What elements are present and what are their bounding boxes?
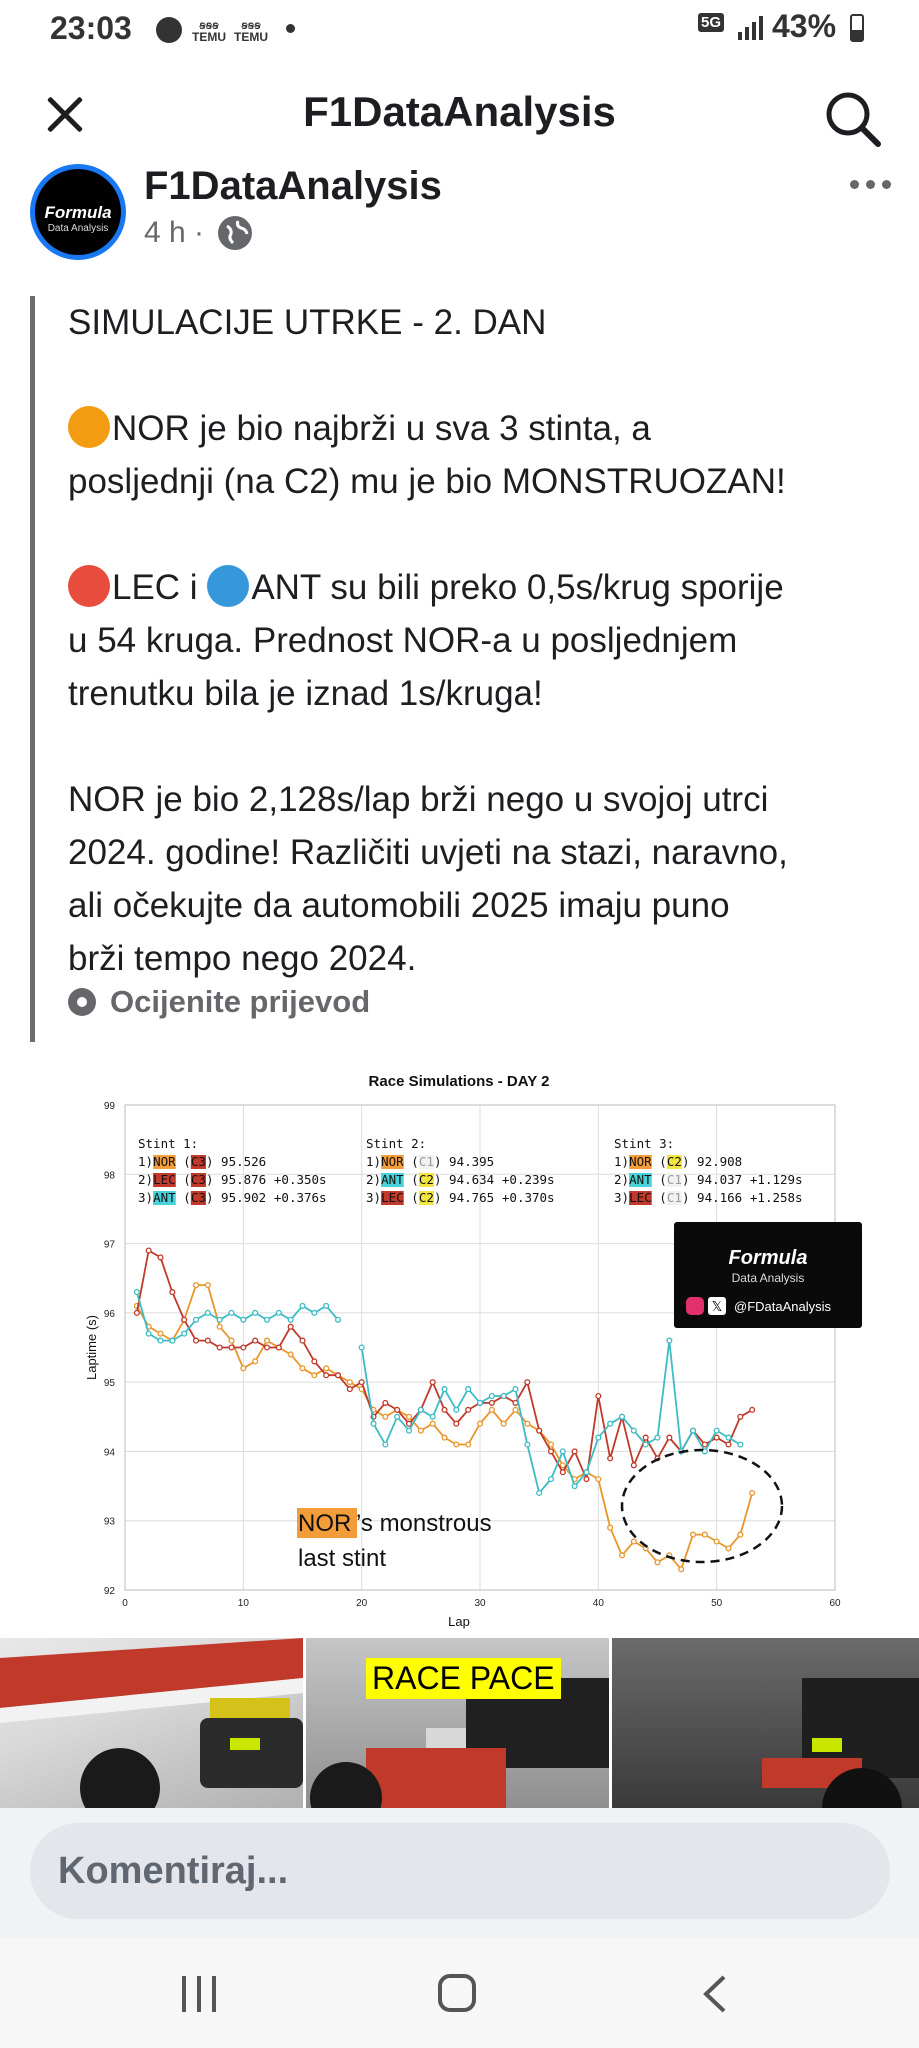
x-tick-label: 60: [829, 1598, 841, 1609]
post-author[interactable]: F1DataAnalysis: [144, 164, 442, 208]
post-paragraph: brži tempo nego 2024.: [68, 939, 417, 978]
image-carousel[interactable]: [0, 1638, 919, 1808]
data-point-ant: [620, 1414, 625, 1419]
stint-driver: NOR: [629, 1154, 652, 1169]
post-paragraph: u 54 kruga. Prednost NOR-a u posljednjem: [68, 621, 738, 660]
data-point-lec: [194, 1338, 199, 1343]
y-tick-label: 95: [103, 1378, 115, 1390]
stint-driver: ANT: [381, 1172, 404, 1187]
data-point-nor: [324, 1366, 329, 1371]
data-point-ant: [134, 1290, 139, 1295]
data-point-lec: [738, 1414, 743, 1419]
stint-driver: ANT: [153, 1190, 176, 1205]
data-point-nor: [430, 1421, 435, 1426]
data-point-ant: [407, 1428, 412, 1433]
post-paragraph: LEC i ANT su bili preko 0,5s/krug sporije: [68, 561, 784, 614]
stint-paren: (: [183, 1154, 191, 1169]
brand-handle: @FDataAnalysis: [734, 1299, 832, 1314]
annotation-driver: NOR: [298, 1510, 352, 1537]
red-circle-icon: [68, 565, 110, 607]
stint-driver: NOR: [381, 1154, 404, 1169]
stint-paren: ): [681, 1190, 690, 1205]
data-point-nor: [407, 1414, 412, 1419]
data-point-ant: [596, 1435, 601, 1440]
thumbnail-image[interactable]: [612, 1638, 919, 1808]
stint-position: 2): [614, 1172, 630, 1187]
data-point-ant: [229, 1310, 234, 1315]
data-point-nor: [466, 1442, 471, 1447]
data-point-nor: [750, 1491, 755, 1496]
stint-time: 92.908: [697, 1154, 743, 1169]
data-point-ant: [537, 1491, 542, 1496]
data-point-ant: [324, 1304, 329, 1309]
data-point-nor: [560, 1463, 565, 1468]
temu-notification-icon: ꞨꞨꞨ TEMU: [234, 21, 268, 44]
data-point-lec: [596, 1394, 601, 1399]
post-paragraph: SIMULACIJE UTRKE - 2. DAN: [68, 303, 547, 342]
blue-circle-icon: [207, 565, 249, 607]
data-point-nor: [549, 1442, 554, 1447]
brand-logo-text: Formula: [728, 1247, 808, 1269]
data-point-nor: [501, 1421, 506, 1426]
data-point-ant: [241, 1317, 246, 1322]
stint-position: 1): [614, 1154, 630, 1169]
comment-input[interactable]: Komentiraj...: [30, 1823, 890, 1919]
data-point-ant: [276, 1310, 281, 1315]
data-point-ant: [253, 1310, 258, 1315]
data-point-ant: [158, 1338, 163, 1343]
stint-paren: ): [205, 1190, 214, 1205]
stint-driver: ANT: [629, 1172, 652, 1187]
data-point-ant: [288, 1317, 293, 1322]
data-point-nor: [726, 1546, 731, 1551]
x-tick-label: 40: [592, 1598, 604, 1609]
data-point-ant: [655, 1435, 660, 1440]
x-tick-label: 30: [474, 1598, 486, 1609]
data-point-ant: [549, 1477, 554, 1482]
data-point-lec: [182, 1317, 187, 1322]
data-point-lec: [276, 1345, 281, 1350]
globe-icon: [218, 216, 252, 250]
stint-paren: ): [433, 1154, 442, 1169]
data-point-lec: [667, 1435, 672, 1440]
stint-compound: C2: [418, 1172, 434, 1187]
stint-driver: LEC: [381, 1190, 404, 1205]
back-icon[interactable]: [700, 1974, 730, 2014]
network-5g-icon: 5G: [698, 13, 724, 32]
y-tick-label: 98: [103, 1170, 115, 1182]
stint-paren: (: [659, 1154, 667, 1169]
data-point-lec: [726, 1442, 731, 1447]
data-point-nor: [454, 1442, 459, 1447]
data-point-nor: [205, 1283, 210, 1288]
post-paragraph: NOR je bio najbrži u sva 3 stinta, a: [68, 402, 651, 455]
data-point-nor: [194, 1283, 199, 1288]
more-notifications-dot: [286, 24, 295, 33]
post-timestamp: 4 h ·: [144, 216, 205, 249]
data-point-nor: [253, 1359, 258, 1364]
data-point-ant: [383, 1442, 388, 1447]
y-tick-label: 94: [103, 1447, 115, 1459]
data-point-nor: [691, 1532, 696, 1537]
data-point-lec: [454, 1421, 459, 1426]
orange-circle-icon: [68, 406, 110, 448]
x-tick-label: 50: [711, 1598, 723, 1609]
data-point-nor: [631, 1539, 636, 1544]
data-point-lec: [750, 1407, 755, 1412]
data-point-ant: [217, 1317, 222, 1322]
x-axis-label: Lap: [448, 1614, 470, 1629]
data-point-nor: [241, 1366, 246, 1371]
data-point-ant: [371, 1421, 376, 1426]
data-point-nor: [229, 1338, 234, 1343]
data-point-ant: [265, 1317, 270, 1322]
stint-time: 94.395: [449, 1154, 495, 1169]
series-line-lec: [137, 1251, 752, 1480]
data-point-ant: [466, 1387, 471, 1392]
data-point-lec: [714, 1435, 719, 1440]
data-point-nor: [442, 1435, 447, 1440]
data-point-lec: [265, 1345, 270, 1350]
data-point-ant: [501, 1394, 506, 1399]
stint-compound: C3: [190, 1172, 206, 1187]
stint-position: 1): [138, 1154, 154, 1169]
stint-gap: +0.350s: [273, 1172, 327, 1187]
data-point-nor: [300, 1366, 305, 1371]
data-point-lec: [608, 1456, 613, 1461]
data-point-ant: [170, 1338, 175, 1343]
page-title: F1DataAnalysis: [303, 88, 616, 135]
stint-time: 94.765: [449, 1190, 495, 1205]
highlight-ellipse: [622, 1450, 782, 1562]
stint-time: 94.037: [697, 1172, 743, 1187]
data-point-ant: [194, 1317, 199, 1322]
stint-gap: +0.239s: [501, 1172, 555, 1187]
stint-compound: C2: [418, 1190, 434, 1205]
data-point-ant: [205, 1310, 210, 1315]
stint-time: 94.166: [697, 1190, 743, 1205]
data-point-lec: [631, 1463, 636, 1468]
data-point-nor: [596, 1477, 601, 1482]
x-tick-label: 20: [356, 1598, 368, 1609]
stint-time: 95.526: [221, 1154, 267, 1169]
stint-header: Stint 2:: [366, 1136, 427, 1151]
chart-image[interactable]: [0, 1060, 919, 1638]
home-icon[interactable]: [438, 1974, 476, 2012]
gear-icon: [68, 988, 96, 1016]
brand-logo-subtext: Data Analysis: [731, 1271, 805, 1285]
data-point-nor: [265, 1338, 270, 1343]
stint-paren: (: [411, 1172, 419, 1187]
comment-bar: [0, 1808, 919, 1938]
stint-paren: ): [681, 1154, 690, 1169]
data-point-nor: [714, 1539, 719, 1544]
stint-driver: LEC: [153, 1172, 176, 1187]
stint-time: 95.902: [221, 1190, 267, 1205]
data-point-nor: [383, 1414, 388, 1419]
data-point-lec: [134, 1310, 139, 1315]
system-nav-bar: [0, 1938, 919, 2048]
data-point-lec: [549, 1449, 554, 1454]
y-tick-label: 99: [103, 1101, 115, 1112]
data-point-nor: [702, 1532, 707, 1537]
data-point-lec: [300, 1338, 305, 1343]
data-point-nor: [608, 1525, 613, 1530]
data-point-ant: [146, 1331, 151, 1336]
data-point-lec: [170, 1290, 175, 1295]
data-point-ant: [584, 1470, 589, 1475]
stint-driver: LEC: [629, 1190, 652, 1205]
data-point-ant: [608, 1421, 613, 1426]
x-icon-glyph: 𝕏: [711, 1299, 723, 1314]
thumbnail-image[interactable]: [0, 1638, 303, 1808]
data-point-ant: [312, 1310, 317, 1315]
data-point-lec: [253, 1338, 258, 1343]
status-time: 23:03: [50, 10, 132, 46]
data-point-ant: [643, 1442, 648, 1447]
stint-header: Stint 1:: [138, 1136, 199, 1151]
data-point-lec: [217, 1345, 222, 1350]
series-line-ant: [137, 1292, 741, 1493]
data-point-lec: [584, 1477, 589, 1482]
data-point-nor: [312, 1373, 317, 1378]
data-point-lec: [336, 1373, 341, 1378]
data-point-nor: [620, 1553, 625, 1558]
data-point-ant: [726, 1435, 731, 1440]
data-point-nor: [525, 1421, 530, 1426]
stint-paren: ): [681, 1172, 690, 1187]
data-point-nor: [347, 1380, 352, 1385]
data-point-nor: [679, 1567, 684, 1572]
data-point-lec: [489, 1401, 494, 1406]
data-point-lec: [466, 1407, 471, 1412]
stint-header: Stint 3:: [614, 1136, 675, 1151]
temu-notification-icon: ꞨꞨꞨ TEMU: [192, 21, 226, 44]
avatar[interactable]: Formula Data Analysis: [30, 164, 126, 260]
data-point-lec: [395, 1407, 400, 1412]
stint-compound: C1: [418, 1154, 434, 1169]
data-point-nor: [738, 1532, 743, 1537]
annotation-text: ’s monstrous: [356, 1510, 492, 1537]
data-point-nor: [513, 1407, 518, 1412]
data-point-nor: [655, 1560, 660, 1565]
data-point-ant: [182, 1331, 187, 1336]
data-point-lec: [205, 1338, 210, 1343]
top-bar: [0, 70, 919, 160]
data-point-lec: [560, 1470, 565, 1475]
stint-position: 1): [366, 1154, 382, 1169]
stint-compound: C3: [190, 1190, 206, 1205]
stint-position: 3): [614, 1190, 630, 1205]
data-point-ant: [442, 1387, 447, 1392]
car-photo-icon: [0, 1638, 303, 1808]
race-pace-label: RACE PACE: [366, 1658, 561, 1699]
x-tick-label: 10: [237, 1598, 249, 1609]
annotation-text: last stint: [298, 1545, 387, 1572]
stint-paren: (: [659, 1172, 667, 1187]
post-header: [0, 160, 919, 270]
data-point-ant: [395, 1414, 400, 1419]
rate-translation-link[interactable]: Ocijenite prijevod: [68, 984, 370, 1020]
data-point-nor: [217, 1324, 222, 1329]
data-point-lec: [537, 1428, 542, 1433]
stint-gap: +0.370s: [501, 1190, 555, 1205]
data-point-ant: [525, 1442, 530, 1447]
post-paragraph: trenutku bila je iznad 1s/kruga!: [68, 674, 543, 713]
x-tick-label: 0: [122, 1598, 128, 1609]
stint-gap: +1.258s: [749, 1190, 803, 1205]
post-paragraph: ali očekujte da automobili 2025 imaju puno: [68, 886, 730, 925]
data-point-nor: [489, 1407, 494, 1412]
data-point-nor: [288, 1352, 293, 1357]
data-point-lec: [702, 1442, 707, 1447]
data-point-lec: [324, 1373, 329, 1378]
stint-position: 3): [138, 1190, 154, 1205]
stint-position: 3): [366, 1190, 382, 1205]
chart-title: Race Simulations - DAY 2: [368, 1073, 550, 1090]
stint-time: 94.634: [449, 1172, 495, 1187]
data-point-lec: [525, 1380, 530, 1385]
signal-icon: [736, 14, 766, 40]
post-text: [30, 296, 890, 1042]
stint-paren: ): [205, 1172, 214, 1187]
recent-apps-icon[interactable]: [180, 1976, 220, 2012]
instagram-icon: [686, 1297, 704, 1315]
data-point-ant: [513, 1387, 518, 1392]
data-point-ant: [359, 1345, 364, 1350]
stint-compound: C1: [666, 1190, 682, 1205]
stint-driver: NOR: [153, 1154, 176, 1169]
stint-compound: C2: [666, 1154, 682, 1169]
data-point-ant: [489, 1394, 494, 1399]
stint-paren: ): [433, 1190, 442, 1205]
data-point-lec: [407, 1421, 412, 1426]
stint-paren: (: [659, 1190, 667, 1205]
data-point-ant: [631, 1428, 636, 1433]
y-tick-label: 96: [103, 1308, 115, 1320]
data-point-lec: [643, 1435, 648, 1440]
y-tick-label: 93: [103, 1516, 115, 1528]
data-point-lec: [229, 1345, 234, 1350]
battery-icon: [850, 14, 864, 42]
data-point-ant: [430, 1414, 435, 1419]
stint-time: 95.876: [221, 1172, 267, 1187]
stint-position: 2): [366, 1172, 382, 1187]
stint-paren: (: [183, 1172, 191, 1187]
y-tick-label: 92: [103, 1586, 115, 1597]
data-point-ant: [560, 1449, 565, 1454]
data-point-lec: [241, 1345, 246, 1350]
data-point-lec: [146, 1248, 151, 1253]
data-point-ant: [691, 1428, 696, 1433]
data-point-lec: [383, 1401, 388, 1406]
messenger-icon: [156, 17, 182, 43]
data-point-ant: [714, 1428, 719, 1433]
y-axis-label: Laptime (s): [84, 1314, 99, 1381]
post-paragraph: 2024. godine! Različiti uvjeti na stazi, naravno,: [68, 833, 788, 872]
data-point-nor: [158, 1331, 163, 1336]
stint-paren: (: [411, 1154, 419, 1169]
data-point-lec: [430, 1380, 435, 1385]
post-paragraph: posljednji (na C2) mu je bio MONSTRUOZAN!: [68, 462, 786, 501]
stint-compound: C3: [190, 1154, 206, 1169]
stint-paren: (: [411, 1190, 419, 1205]
data-point-nor: [478, 1421, 483, 1426]
data-point-ant: [572, 1484, 577, 1489]
race-sim-chart: [0, 1060, 919, 1638]
stint-gap: +0.376s: [273, 1190, 327, 1205]
data-point-lec: [572, 1449, 577, 1454]
data-point-ant: [300, 1304, 305, 1309]
stint-position: 2): [138, 1172, 154, 1187]
status-bar: [0, 0, 919, 60]
data-point-ant: [478, 1401, 483, 1406]
data-point-ant: [418, 1407, 423, 1412]
data-point-nor: [418, 1428, 423, 1433]
data-point-ant: [336, 1317, 341, 1322]
car-photo-icon: [612, 1638, 919, 1808]
data-point-ant: [667, 1338, 672, 1343]
data-point-ant: [738, 1442, 743, 1447]
data-point-lec: [442, 1407, 447, 1412]
post-paragraph: NOR je bio 2,128s/lap brži nego u svojoj utrci: [68, 780, 769, 819]
search-icon[interactable]: [822, 88, 882, 148]
y-tick-label: 97: [103, 1239, 115, 1251]
stint-paren: (: [183, 1190, 191, 1205]
data-point-lec: [347, 1387, 352, 1392]
data-point-lec: [312, 1359, 317, 1364]
stint-gap: +1.129s: [749, 1172, 803, 1187]
data-point-lec: [288, 1324, 293, 1329]
data-point-lec: [158, 1255, 163, 1260]
stint-compound: C1: [666, 1172, 682, 1187]
data-point-lec: [359, 1380, 364, 1385]
stint-paren: ): [205, 1154, 214, 1169]
data-point-ant: [454, 1407, 459, 1412]
more-options-icon[interactable]: [846, 170, 896, 200]
stint-paren: ): [433, 1172, 442, 1187]
battery-percent: 43%: [772, 8, 837, 44]
